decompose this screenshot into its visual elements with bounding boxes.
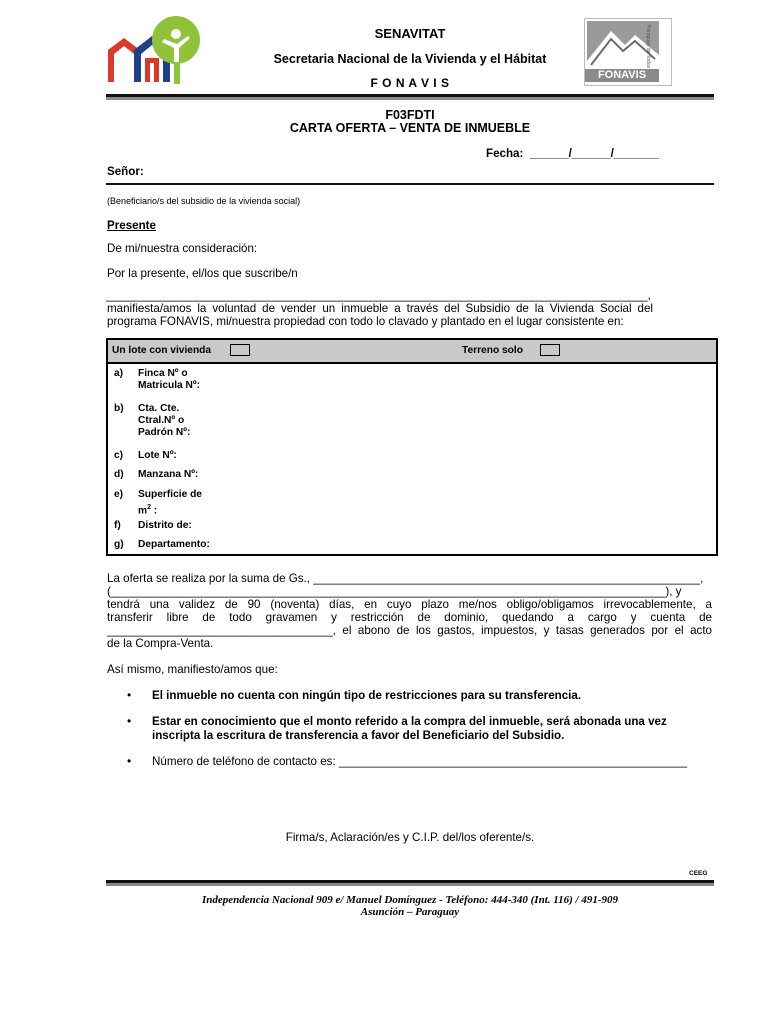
por-la-presente-text: Por la presente, el/los que suscribe/n bbox=[107, 267, 298, 280]
fecha-label: Fecha: bbox=[486, 147, 524, 160]
senor-label: Señor: bbox=[107, 165, 144, 178]
item-c-letter: c) bbox=[114, 450, 124, 461]
footer-code: CEEG bbox=[689, 870, 708, 877]
form-title: CARTA OFERTA – VENTA DE INMUEBLE bbox=[289, 121, 531, 135]
footer-city: Asunción – Paraguay bbox=[360, 906, 460, 918]
item-e-label-2: $m^2$ : bbox=[138, 504, 158, 517]
footer-address: Independencia Nacional 909 e/ Manuel Domínguez - Teléfono: 444-340 (Int. 116) / 491-909 bbox=[201, 894, 619, 906]
option-lote-con-vivienda-checkbox[interactable] bbox=[230, 344, 250, 356]
item-g-letter: g) bbox=[114, 539, 124, 550]
offer-text-line-5[interactable]: ___________________________________, el abono de los gastos, impuestos, y tasas generados por el acto bbox=[107, 624, 712, 637]
bullet-1-marker: • bbox=[127, 688, 132, 702]
item-d-letter: d) bbox=[114, 469, 124, 480]
asi-mismo-text: Así mismo, manifiesto/amos que: bbox=[107, 663, 278, 676]
option-lote-con-vivienda-label: Un lote con vivienda bbox=[112, 345, 212, 356]
item-a-label-2: Matricula Nº: bbox=[138, 380, 201, 391]
item-f-letter: f) bbox=[114, 520, 121, 531]
senor-underline bbox=[106, 183, 714, 185]
offer-text-line-6: de la Compra-Venta. bbox=[107, 637, 214, 650]
offer-amount-line[interactable]: La oferta se realiza por la suma de Gs., ____________________________________________________________, bbox=[107, 572, 704, 585]
item-b-letter: b) bbox=[114, 403, 124, 414]
bullet-2-text-line-1: Estar en conocimiento que el monto referido a la compra del inmueble, será abonada una vez bbox=[152, 715, 667, 728]
signature-label: Firma/s, Aclaración/es y C.I.P. del/los oferente/s. bbox=[285, 831, 535, 844]
item-b-label-1: Cta. Cte. bbox=[138, 403, 180, 414]
offer-amount-words-line[interactable]: (______________________________________________________________________________________), y bbox=[107, 585, 682, 598]
item-f-label: Distrito de: bbox=[138, 520, 192, 531]
bullet-3-marker: • bbox=[127, 754, 132, 768]
manifiesta-line-2: programa FONAVIS, mi/nuestra propiedad con todo lo clavado y plantado en el lugar consistente en: bbox=[107, 315, 624, 328]
fecha-field[interactable]: ______/______/_______ bbox=[530, 147, 659, 160]
fonavis-logo bbox=[584, 18, 672, 86]
bullet-2-marker: • bbox=[127, 714, 132, 728]
item-e-letter: e) bbox=[114, 489, 124, 500]
item-b-label-2: Ctral.Nº o bbox=[138, 415, 185, 426]
presente-heading: Presente bbox=[107, 219, 156, 232]
item-c-label: Lote Nº: bbox=[138, 450, 177, 461]
item-e-label-1: Superficie de bbox=[138, 489, 202, 500]
item-a-label-1: Finca Nº o bbox=[138, 368, 188, 379]
program-name: F O N A V I S bbox=[370, 76, 450, 90]
property-details-box bbox=[106, 338, 718, 556]
fonavis-logo-text: FONAVIS bbox=[585, 69, 659, 82]
item-b-label-3: Padrón Nº: bbox=[138, 427, 191, 438]
form-code: F03FDTI bbox=[385, 108, 435, 122]
manifiesta-line-1: manifiesta/amos la voluntad de vender un inmueble a través del Subsidio de la Vivienda Social del bbox=[107, 302, 653, 315]
header-divider-shadow bbox=[106, 97, 714, 100]
item-g-label: Departamento: bbox=[138, 539, 210, 550]
beneficiario-note: (Beneficiario/s del subsidio de la vivienda social) bbox=[107, 196, 301, 206]
item-d-label: Manzana Nº: bbox=[138, 469, 199, 480]
option-terreno-solo-checkbox[interactable] bbox=[540, 344, 560, 356]
phone-contact-field[interactable]: Número de teléfono de contacto es: ______________________________________________________ bbox=[152, 755, 688, 768]
bullet-1-text: El inmueble no cuenta con ningún tipo de restricciones para su transferencia. bbox=[152, 689, 582, 702]
consideracion-text: De mi/nuestra consideración: bbox=[107, 242, 258, 255]
footer-divider-shadow bbox=[106, 883, 714, 886]
item-a-letter: a) bbox=[114, 368, 124, 379]
offer-text-line-3: tendrá una validez de 90 (noventa) días, en cuyo plazo me/nos obligo/obligamos irrevocablemente, a bbox=[107, 598, 712, 611]
signer-name-field[interactable]: ____________________________________________________________________________________, bbox=[106, 289, 651, 302]
property-type-row bbox=[108, 340, 716, 364]
bullet-2-text-line-2: inscripta la escritura de transferencia a favor del Beneficiario del Subsidio. bbox=[152, 729, 565, 742]
org-name: SENAVITAT bbox=[374, 26, 446, 41]
secretaria-name: Secretaria Nacional de la Vivienda y el Hábitat bbox=[273, 52, 547, 66]
fonavis-logo-side-text: Paraguay de Todos bbox=[645, 25, 651, 68]
offer-text-line-4: transferir libre de todo gravamen y restricción de dominio, quedando a cargo y cuenta de bbox=[107, 611, 712, 624]
senavitat-logo bbox=[104, 14, 204, 86]
option-terreno-solo-label: Terreno solo bbox=[462, 345, 523, 356]
